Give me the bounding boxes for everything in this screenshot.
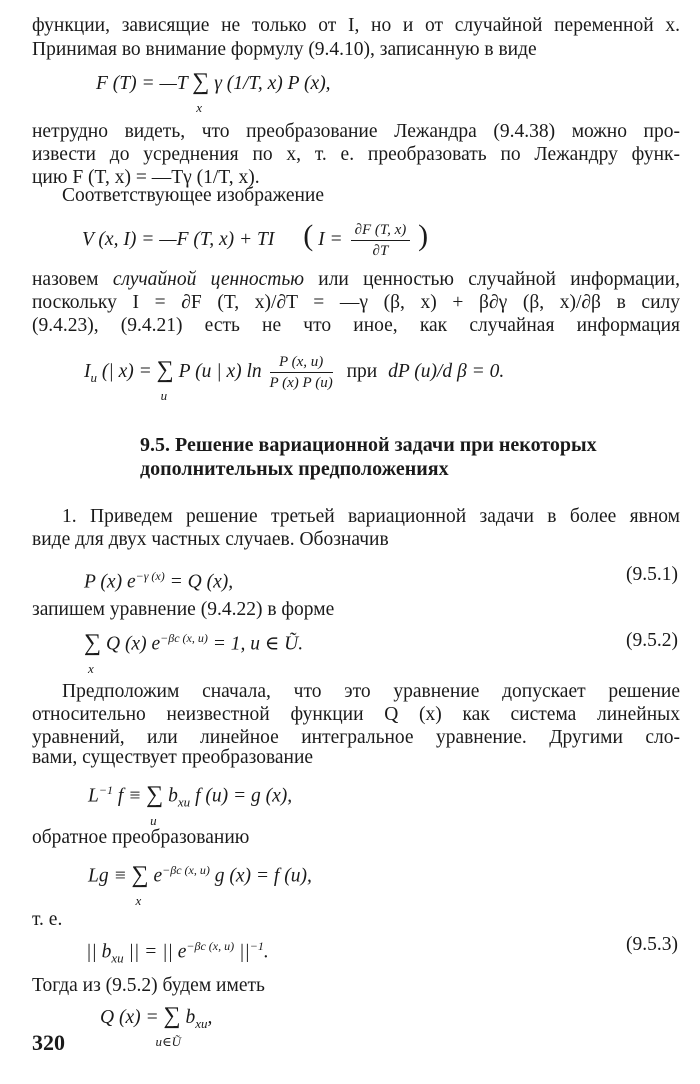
text-line: обратное преобразованию [32,827,250,848]
text-line: Предположим сначала, что это уравнение допускает решение [62,681,680,702]
text-line: 1. Приведем решение третьей вариационной задачи в более явном [62,506,680,527]
text-line: вами, существует преобразование [32,747,314,768]
equation-value: V (x, I) = —F (T, x) + TI ( I = $\frac{\partial F (T, x)}{\partial T}$ ) [82,218,429,259]
equation-q-sum: Q (x) = ∑ u∈Ũ $b_{xu}$, [100,1003,213,1049]
section-heading: дополнительных предположениях [140,458,449,480]
text-line: поскольку I = ∂F (T, x)/∂T = —γ (β, x) + β∂γ (β, x)/∂β в силу [32,292,680,313]
equation-random-information: $I_u$ (| x) = ∑ u P (u | x) ln $\frac{P (x, u)}{P (x) P (u)}$ при dP (u)/d β = 0. [84,354,505,403]
equation-number: (9.5.2) [626,630,678,651]
text-line: уравнений, или линейное интегральное уравнение. Другими сло- [32,727,680,748]
text-line: назовем случайной ценностью или ценностью случайной информации, [32,269,680,290]
text-line: цию F (T, x) = —Tγ (1/T, x). [32,167,260,188]
section-heading: 9.5. Решение вариационной задачи при некоторых [140,434,597,456]
text-line: (9.4.23), (9.4.21) есть не что иное, как случайная информация [32,315,680,336]
text-line: виде для двух частных случаев. Обозначив [32,529,389,550]
text-line: запишем уравнение (9.4.22) в форме [32,599,335,620]
equation-9-5-1: P (x) $e^{-\gamma (x)} = Q$ (x), [84,569,234,593]
text-line: относительно неизвестной функции Q (x) как система линейных [32,704,680,725]
text-line: т. е. [32,909,63,930]
text-line: Тогда из (9.5.2) будем иметь [32,975,265,996]
text-line: извести до усреднения по x, т. е. преобразовать по Лежандру функ- [32,144,680,165]
text-line: нетрудно видеть, что преобразование Лежандра (9.4.38) можно про- [32,121,680,142]
page-number: 320 [32,1030,65,1055]
equation-transform: Lg ≡ ∑ x $e^{-\beta c (x, u)}$ g (x) = f (u), [88,861,312,908]
equation-inverse-transform: $L^{-1}$ f ≡ ∑ u $b_{xu}$ f (u) = g (x), [88,781,293,828]
equation-9-5-2: ∑ x Q (x) $e^{-\beta c (x, u)} = 1$, u ∈ Ũ. [84,629,304,676]
text-line: функции, зависящие не только от I, но и от случайной переменной x. [32,15,680,36]
text-line: Принимая во внимание формулу (9.4.10), записанную в виде [32,39,537,60]
equation-number: (9.5.3) [626,934,678,955]
text-line: Соответствующее изображение [62,185,325,206]
equation-number: (9.5.1) [626,564,678,585]
equation-9-5-3: || $b_{xu}$ || = || $e^{-\beta c (x, u)}$ $||^{-1}$. [86,939,269,966]
equation-free-energy: F (T) = —T ∑ x γ (1/T, x) P (x), [96,69,331,115]
